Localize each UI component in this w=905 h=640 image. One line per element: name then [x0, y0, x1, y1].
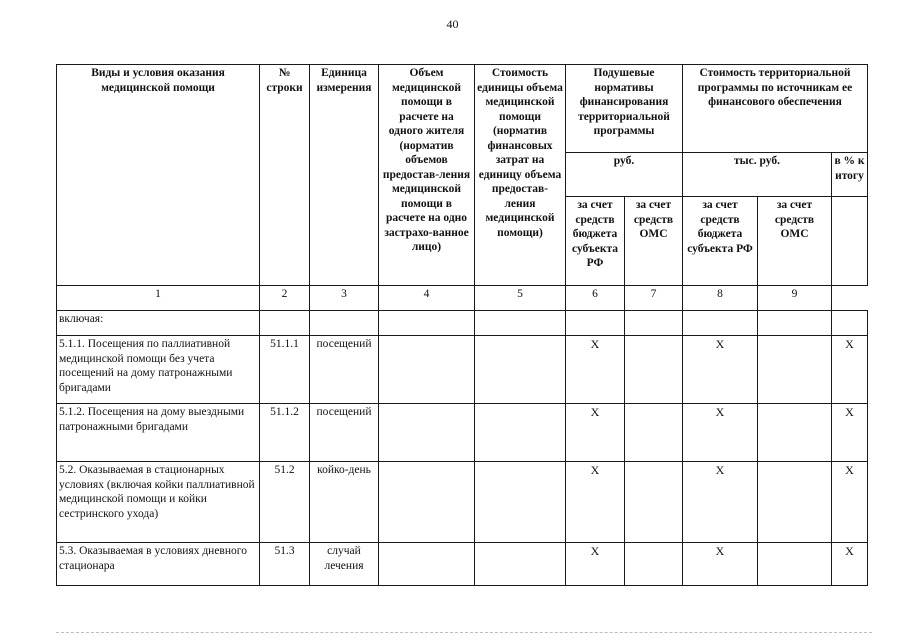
header-unit: Единица измерения: [310, 65, 379, 286]
column-number: 3: [310, 286, 379, 311]
row-name: 5.1.1. Посещения по паллиативной медицинской помощи без учета посещений на дому патронажными бригадами: [57, 336, 260, 404]
row-unit: посещений: [310, 404, 379, 462]
percapita-budget-cell: Х: [566, 462, 625, 543]
header-src-oms: за счет средств ОМС: [625, 197, 683, 286]
header-kind: Виды и условия оказания медицинской помощи: [57, 65, 260, 286]
row-unit: койко-день: [310, 462, 379, 543]
volume-cell: [379, 336, 475, 404]
empty-cell: [758, 311, 832, 336]
empty-cell: [566, 311, 625, 336]
cost-cell: [475, 462, 566, 543]
percapita-budget-cell: Х: [566, 404, 625, 462]
header-src-budget: за счет средств бюджета субъекта РФ: [683, 197, 758, 286]
percapita-budget-cell: Х: [566, 336, 625, 404]
total-budget-cell: Х: [683, 336, 758, 404]
header-unit-rub: руб.: [566, 153, 683, 197]
volume-cell: [379, 543, 475, 586]
page-number: 40: [446, 17, 459, 31]
scan-artifact-line: [56, 632, 872, 639]
table-row: [57, 543, 868, 586]
percapita-oms-cell: [625, 404, 683, 462]
row-number: 51.1.1: [260, 336, 310, 404]
percent-cell: Х: [832, 543, 868, 586]
total-oms-cell: [758, 404, 832, 462]
percapita-oms-cell: [625, 336, 683, 404]
header-cost: Стоимость единицы объема медицинской помощи (норматив финансовых затрат на единицу объема предостав-ления медицинской помощи): [475, 65, 566, 286]
empty-cell: [475, 311, 566, 336]
header-src-oms: за счет средств ОМС: [758, 197, 832, 286]
header-total-cost: Стоимость территориальной программы по источникам ее финансового обеспечения: [683, 65, 868, 153]
percapita-oms-cell: [625, 462, 683, 543]
column-number: 6: [566, 286, 625, 311]
header-empty-cell: [832, 197, 868, 286]
percapita-oms-cell: [625, 543, 683, 586]
row-number: 51.1.2: [260, 404, 310, 462]
cost-cell: [475, 404, 566, 462]
total-oms-cell: [758, 543, 832, 586]
financing-table: [56, 64, 868, 586]
cost-cell: [475, 336, 566, 404]
including-label: включая:: [57, 311, 260, 336]
row-number: 51.2: [260, 462, 310, 543]
column-number: 8: [683, 286, 758, 311]
column-number: 1: [57, 286, 260, 311]
empty-cell: [683, 311, 758, 336]
column-number: 2: [260, 286, 310, 311]
header-row-no: № строки: [260, 65, 310, 286]
empty-cell: [832, 311, 868, 336]
empty-cell: [625, 311, 683, 336]
header-unit-thousand-rub: тыс. руб.: [683, 153, 832, 197]
column-number: 7: [625, 286, 683, 311]
table-row: [57, 462, 868, 543]
total-budget-cell: Х: [683, 543, 758, 586]
cost-cell: [475, 543, 566, 586]
volume-cell: [379, 462, 475, 543]
row-name: 5.1.2. Посещения на дому выездными патронажными бригадами: [57, 404, 260, 462]
header-src-budget: за счет средств бюджета субъекта РФ: [566, 197, 625, 286]
percent-cell: Х: [832, 404, 868, 462]
table-row: [57, 336, 868, 404]
row-unit: посещений: [310, 336, 379, 404]
empty-cell: [310, 311, 379, 336]
total-budget-cell: Х: [683, 404, 758, 462]
total-oms-cell: [758, 462, 832, 543]
volume-cell: [379, 404, 475, 462]
row-name: 5.2. Оказываемая в стационарных условиях (включая койки паллиативной медицинской помощи и койки сестринского ухода): [57, 462, 260, 543]
header-percapita: Подушевые нормативы финансирования территориальной программы: [566, 65, 683, 153]
total-budget-cell: Х: [683, 462, 758, 543]
percent-cell: Х: [832, 462, 868, 543]
column-number: 9: [758, 286, 832, 311]
table-row: [57, 404, 868, 462]
empty-cell: [260, 311, 310, 336]
row-unit: случай лечения: [310, 543, 379, 586]
percapita-budget-cell: Х: [566, 543, 625, 586]
percent-cell: Х: [832, 336, 868, 404]
column-number: 5: [475, 286, 566, 311]
total-oms-cell: [758, 336, 832, 404]
column-number: 4: [379, 286, 475, 311]
row-name: 5.3. Оказываемая в условиях дневного стационара: [57, 543, 260, 586]
header-volume: Объем медицинской помощи в расчете на одного жителя (норматив объемов предостав-ления медицинской помощи в расчете на одно застрахо-ванное лицо): [379, 65, 475, 286]
header-unit-percent: в % к итогу: [832, 153, 868, 197]
row-number: 51.3: [260, 543, 310, 586]
empty-cell: [379, 311, 475, 336]
